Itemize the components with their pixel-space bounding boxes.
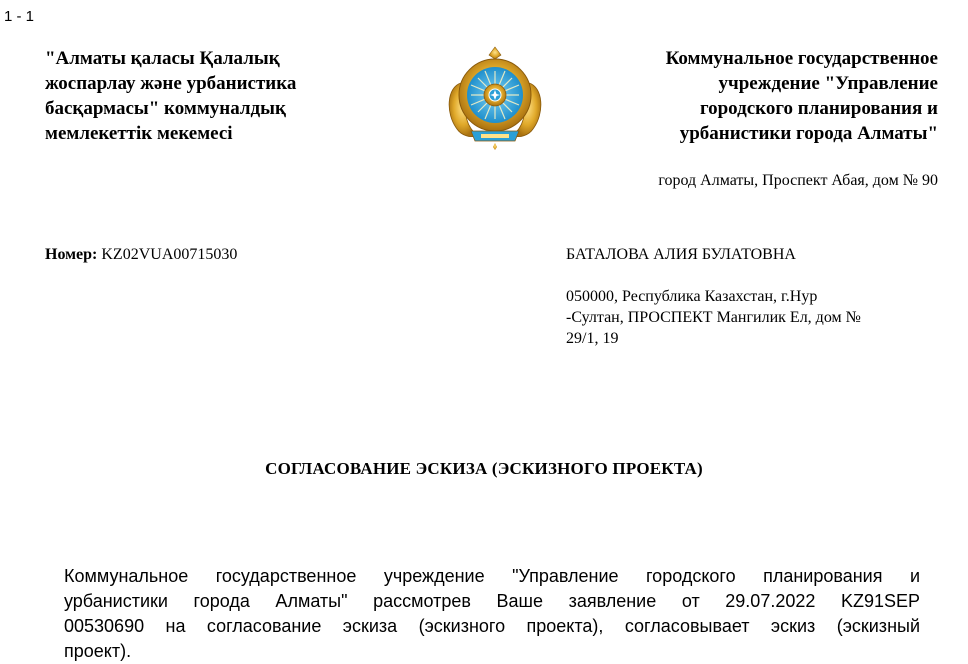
recipient-name: БАТАЛОВА АЛИЯ БУЛАТОВНА bbox=[566, 246, 796, 263]
emblem-graphic bbox=[441, 43, 549, 151]
recipient-address-line: 050000, Республика Казахстан, г.Нур bbox=[566, 288, 818, 305]
issuer-address: город Алматы, Проспект Абая, дом № 90 bbox=[658, 172, 938, 189]
body-line: Коммунальное государственное учреждение "Управление городского планирования и bbox=[64, 566, 920, 586]
document-body bbox=[64, 564, 920, 664]
kazakhstan-state-emblem-icon bbox=[441, 43, 549, 151]
issuer-name-russian-line: Коммунальное государственное bbox=[665, 48, 938, 69]
issuer-name-kazakh bbox=[45, 46, 375, 146]
issuer-name-russian-line: учреждение "Управление bbox=[718, 73, 938, 94]
issuer-name-kazakh-line: басқармасы" коммуналдық bbox=[45, 98, 286, 119]
body-line: 00530690 на согласование эскиза (эскизного проекта), согласовывает эскиз (эскизный bbox=[64, 616, 920, 636]
body-line: проект). bbox=[64, 641, 132, 661]
recipient-address-line: 29/1, 19 bbox=[566, 330, 619, 347]
issuer-name-kazakh-line: жоспарлау және урбанистика bbox=[45, 73, 297, 94]
issuer-name-kazakh-line: мемлекеттік мекемесі bbox=[45, 123, 233, 144]
issuer-name-russian-line: урбанистики города Алматы" bbox=[679, 123, 938, 144]
issuer-name-russian-line: городского планирования и bbox=[699, 98, 938, 119]
document-number-value: KZ02VUA00715030 bbox=[101, 246, 238, 263]
document-number-label: Номер: bbox=[45, 246, 98, 263]
recipient-address-line: -Султан, ПРОСПЕКТ Мангилик Ел, дом № bbox=[566, 309, 861, 326]
recipient-address bbox=[566, 286, 926, 349]
issuer-name-russian bbox=[558, 46, 938, 146]
document-title: СОГЛАСОВАНИЕ ЭСКИЗА (ЭСКИЗНОГО ПРОЕКТА) bbox=[265, 459, 703, 478]
document-number bbox=[45, 246, 237, 264]
page-number: 1 - 1 bbox=[4, 8, 35, 25]
issuer-name-kazakh-line: "Алматы қаласы Қалалық bbox=[45, 48, 280, 69]
body-line: урбанистики города Алматы" рассмотрев Ваше заявление от 29.07.2022 KZ91SEP bbox=[64, 591, 920, 611]
